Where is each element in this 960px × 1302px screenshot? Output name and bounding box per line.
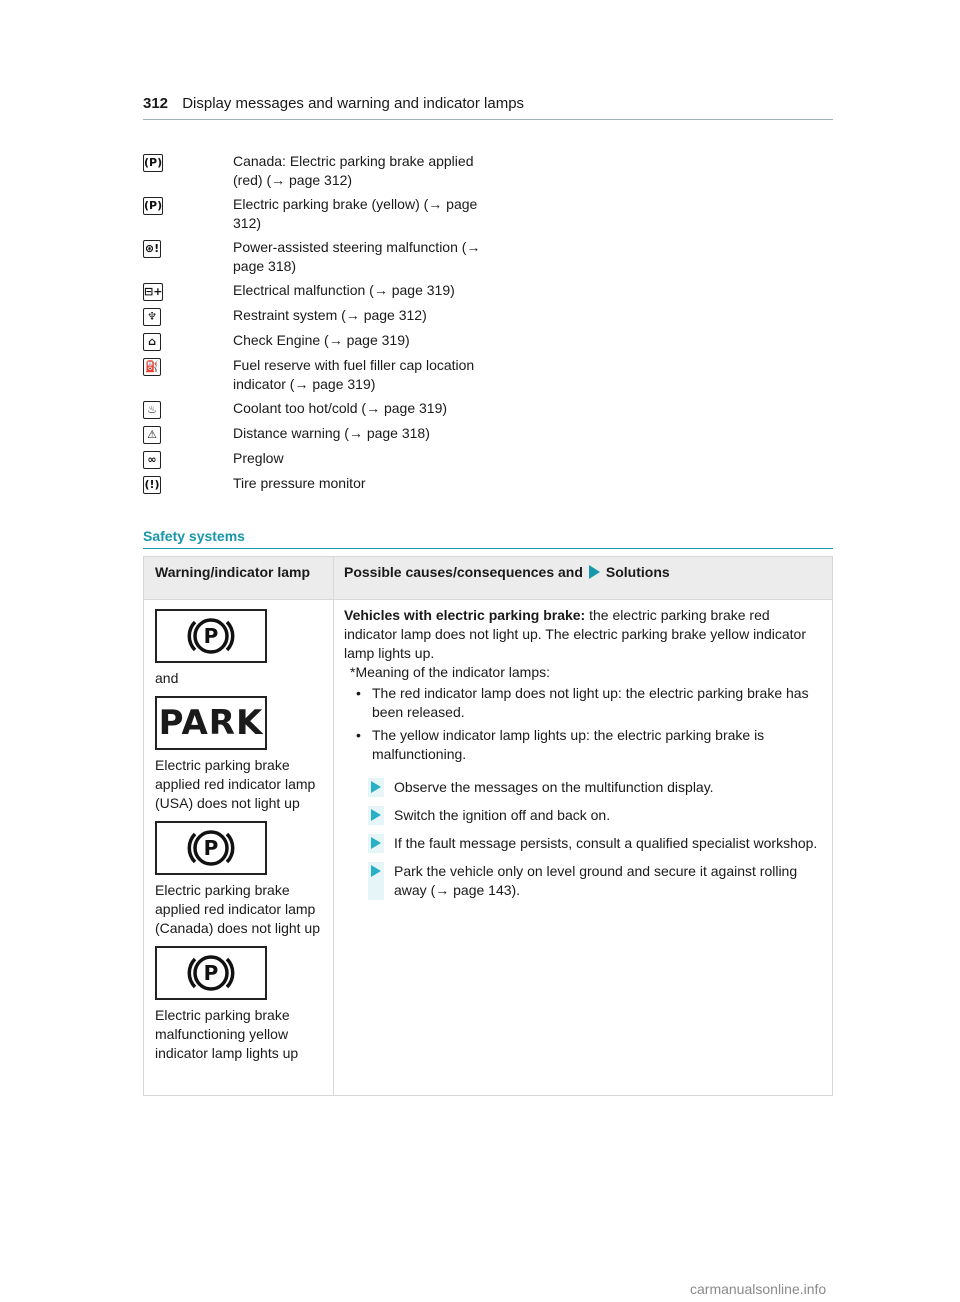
parking-brake-p-icon — [155, 609, 267, 663]
svg-text:P: P — [203, 624, 219, 648]
solution-step — [344, 778, 822, 797]
lamp-and-label: and — [155, 670, 179, 686]
meaning-label: *Meaning of the indicator lamps: — [350, 664, 550, 680]
step-arrow-icon — [371, 837, 381, 849]
column-header-causes — [334, 557, 832, 599]
list-item — [143, 238, 503, 276]
list-item-text: Power-assisted steering malfunction (→ page 318) — [233, 239, 481, 274]
list-item: • The yellow indicator lamp lights up: the electric parking brake is malfunctioning. — [372, 726, 822, 764]
solution-arrow-icon — [589, 565, 600, 579]
park-lamp-icon: PARK — [155, 696, 267, 750]
intro-text: the electric parking brake red indicator lamp does not light up. The electric parking brake yellow indicator lamp lights up. — [344, 607, 806, 661]
intro-paragraph — [344, 606, 822, 663]
list-item — [143, 424, 503, 444]
page-header — [143, 94, 833, 120]
coolant-temperature-icon: ♨ — [143, 401, 161, 419]
restraint-system-icon: ♆ — [143, 308, 161, 326]
list-item — [143, 356, 503, 394]
list-item — [143, 449, 503, 469]
list-item — [143, 152, 503, 190]
solution-step — [344, 862, 822, 900]
solution-steps — [344, 778, 822, 900]
list-item-text: Tire pressure monitor — [233, 475, 366, 491]
indicator-lamp-list — [143, 152, 503, 499]
list-item: • The red indicator lamp does not light up: the electric parking brake has been released. — [372, 684, 822, 722]
preglow-icon: ∞ — [143, 451, 161, 469]
battery-icon: ⊟+ — [143, 283, 163, 301]
step-text: If the fault message persists, consult a qualified specialist workshop. — [394, 835, 818, 851]
svg-text:P: P — [203, 961, 219, 985]
page-title: Display messages and warning and indicator lamps — [182, 95, 525, 112]
list-item-text: Distance warning (→ page 318) — [233, 425, 430, 441]
intro-bold: Vehicles with electric parking brake: — [344, 607, 586, 623]
parking-brake-icon: (P) — [143, 154, 163, 172]
parking-brake-p-icon — [155, 946, 267, 1000]
list-item-text: Canada: Electric parking brake applied (red) (→ page 312) — [233, 153, 474, 188]
list-item-text: Check Engine (→ page 319) — [233, 332, 410, 348]
page-number: 312 — [143, 95, 169, 112]
list-item — [143, 399, 503, 419]
steering-wheel-warning-icon: ⊛! — [143, 240, 161, 258]
table-row — [144, 600, 832, 1096]
solutions-column — [334, 600, 832, 1096]
lamp-column — [144, 600, 334, 1096]
watermark: carmanualsonline.info — [690, 1281, 827, 1297]
table-header — [144, 557, 832, 600]
svg-text:P: P — [203, 836, 219, 860]
column-header-solutions-text: Solutions — [605, 564, 670, 580]
list-item-text: Electrical malfunction (→ page 319) — [233, 282, 455, 298]
step-arrow-icon — [371, 781, 381, 793]
column-header-lamp: Warning/indicator lamp — [144, 557, 334, 599]
step-text: Observe the messages on the multifunction display. — [394, 779, 714, 795]
list-item — [143, 281, 503, 301]
list-item — [143, 474, 503, 494]
tire-pressure-icon: (!) — [143, 476, 161, 494]
safety-systems-table — [143, 556, 833, 1096]
parking-brake-p-icon — [155, 821, 267, 875]
list-item-text: Electric parking brake (yellow) (→ page 312) — [233, 196, 478, 231]
distance-warning-icon: ⚠ — [143, 426, 161, 444]
step-arrow-icon — [371, 865, 381, 877]
list-item-text: Fuel reserve with fuel filler cap location indicator (→ page 319) — [233, 357, 475, 392]
step-arrow-icon — [371, 809, 381, 821]
check-engine-icon: ⌂ — [143, 333, 161, 351]
meaning-bullets — [372, 684, 822, 764]
lamp-caption-yellow: Electric parking brake malfunctioning yellow indicator lamp lights up — [155, 1007, 299, 1061]
fuel-pump-icon: ⛽ — [143, 358, 161, 376]
step-text: Switch the ignition off and back on. — [394, 807, 611, 823]
list-item-text: Preglow — [233, 450, 284, 466]
section-title: Safety systems — [143, 526, 833, 549]
list-item — [143, 331, 503, 351]
solution-step — [344, 834, 822, 853]
list-item-text: Coolant too hot/cold (→ page 319) — [233, 400, 448, 416]
lamp-caption-usa: Electric parking brake applied red indicator lamp (USA) does not light up — [155, 757, 316, 811]
column-header-causes-text: Possible causes/consequences and — [344, 564, 583, 580]
step-text: Park the vehicle only on level ground and secure it against rolling away (→ page 143). — [394, 863, 798, 898]
lamp-caption-canada: Electric parking brake applied red indicator lamp (Canada) does not light up — [155, 882, 320, 936]
list-item-text: Restraint system (→ page 312) — [233, 307, 427, 323]
solution-step — [344, 806, 822, 825]
list-item — [143, 195, 503, 233]
list-item — [143, 306, 503, 326]
parking-brake-icon: (P) — [143, 197, 163, 215]
